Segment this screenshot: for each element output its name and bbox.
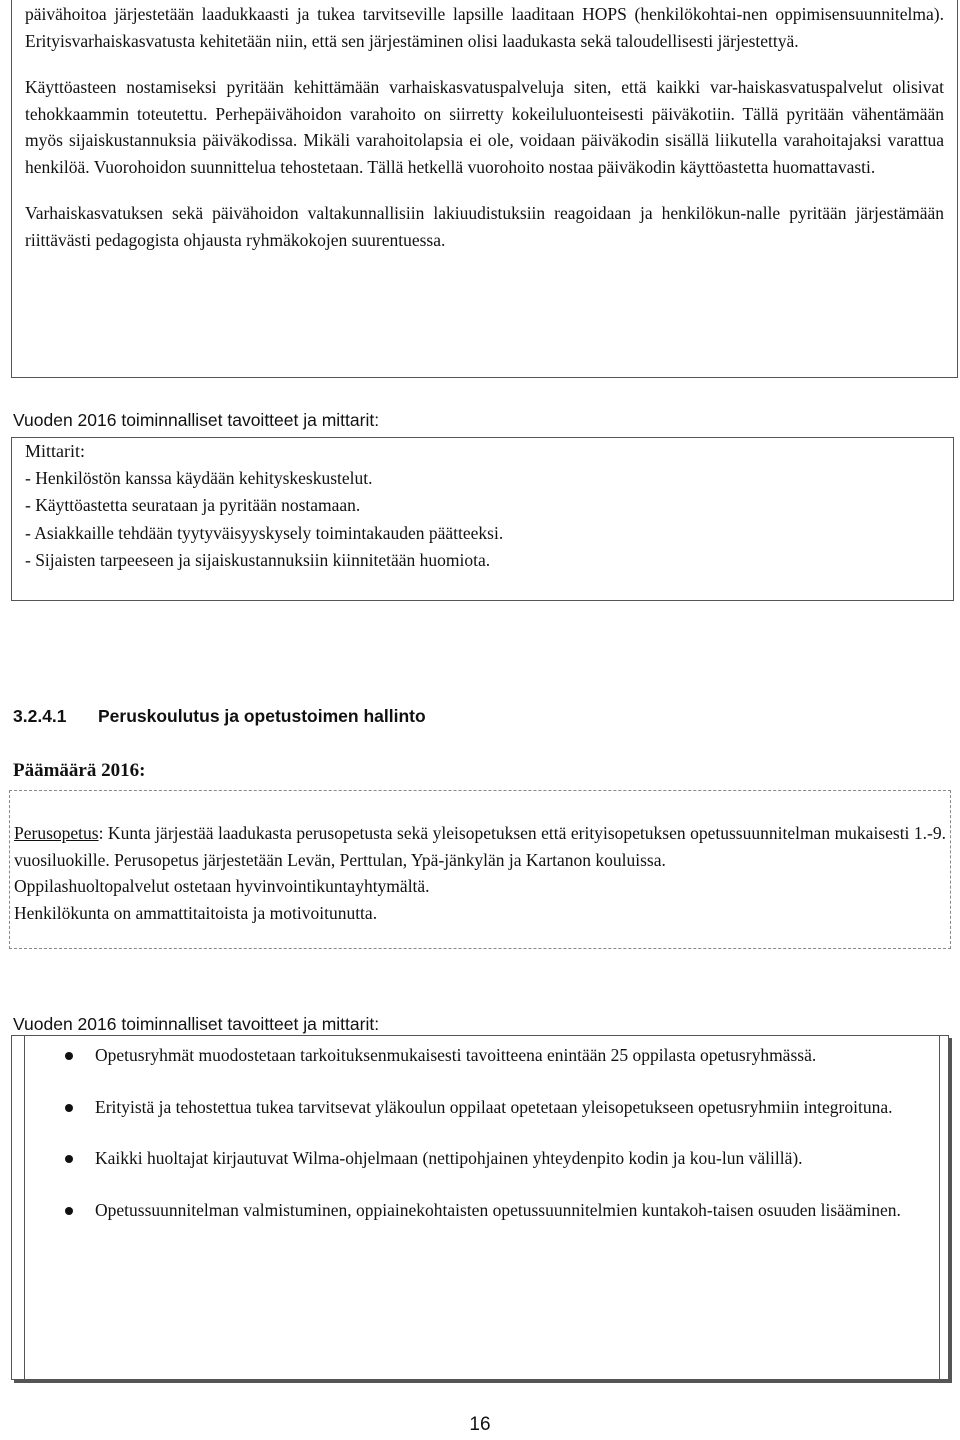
goal-item	[12, 1143, 948, 1174]
bullet-icon	[65, 1207, 73, 1215]
goals-box	[11, 1035, 949, 1380]
mittari-item: - Asiakkaille tehdään tyytyväisyyskysely toimintakauden päätteeksi.	[25, 522, 504, 543]
mittarit-label: Mittarit:	[25, 441, 85, 461]
perusopetus-text: : Kunta järjestää laadukasta perusopetusta sekä yleisopetuksen että erityisopetuksen opetussuunnitelman mukaisesti 1.-9. vuosiluokille. Perusopetus järjestetään Levän, Perttulan, Ypä-jänkylän ja Kartanon kouluissa.	[14, 823, 946, 870]
goal-item	[12, 1092, 948, 1123]
mittari-item: - Henkilöstön kanssa käydään kehityskeskustelut.	[25, 468, 373, 488]
goal-text: Kaikki huoltajat kirjautuvat Wilma-ohjelmaan (nettipohjainen yhteydenpito kodin ja kou-lun välillä).	[95, 1148, 803, 1168]
paamaara-line-3: Henkilökunta on ammattitaitoista ja motivoitunutta.	[14, 902, 378, 923]
mittari-item: - Sijaisten tarpeeseen ja sijaiskustannuksiin kiinnitetään huomiota.	[25, 549, 491, 570]
goal-item	[12, 1040, 948, 1071]
goal-item	[12, 1195, 948, 1226]
goal-text: Opetussuunnitelman valmistuminen, oppiainekohtaisten opetussuunnitelmien kuntakoh-taisen osuuden lisääminen.	[95, 1199, 901, 1220]
bullet-icon	[65, 1104, 73, 1112]
text-box-varhaiskasvatus	[11, 0, 958, 378]
section-title: Peruskoulutus ja opetustoimen hallinto	[98, 706, 426, 726]
bullet-icon	[65, 1052, 73, 1060]
paamaara-line-2: Oppilashuoltopalvelut ostetaan hyvinvointikuntayhtymältä.	[14, 876, 430, 896]
section-number: 3.2.4.1	[13, 706, 67, 726]
paamaara-paragraph	[14, 820, 946, 873]
bullet-icon	[65, 1155, 73, 1163]
goals-heading-2: Vuoden 2016 toiminnalliset tavoitteet ja mittarit:	[13, 1014, 380, 1034]
paamaara-heading: Päämäärä 2016:	[13, 760, 146, 781]
mittarit-box	[11, 437, 954, 601]
paragraph-1: päivähoitoa järjestetään laadukkaasti ja tukea tarvitseville lapsille laaditaan HOPS (henkilökohtai-nen oppimisensuunnitelma). Erityisvarhaiskasvatusta kehitetään niin, että sen järjestäminen olisi laadukasta sekä taloudellisesti järjestettyä.	[25, 4, 944, 51]
goals-heading-1: Vuoden 2016 toiminnalliset tavoitteet ja mittarit:	[13, 410, 380, 430]
paragraph-3: Varhaiskasvatuksen sekä päivähoidon valtakunnallisiin lakiuudistuksiin reagoidaan ja henkilökun-nalle pyritään järjestämään riittävästi pedagogista ohjausta ryhmäkokojen suurentuessa.	[25, 203, 944, 250]
paragraph-2: Käyttöasteen nostamiseksi pyritään kehittämään varhaiskasvatuspalveluja siten, että kaikki var-haiskasvatuspalvelut olisivat tehokkaammin toteutettu. Perhepäivähoidon varahoito on siirretty kokeiluluonteisesti päiväkotiin. Tällä pyritään vähentämään myös sijaiskustannuksia päiväkodissa. Mikäli varahoitolapsia ei ole, voidaan päiväkodin sisällä liikutella varahoitajaksi varattua henkilöä. Vuorohoidon suunnittelua tehostetaan. Tällä hetkellä vuorohoito nostaa päiväkodin käyttöastetta huomattavasti.	[25, 77, 944, 177]
goals-list	[12, 1040, 948, 1246]
page-number: 16	[469, 1414, 491, 1435]
goal-text: Erityistä ja tehostettua tukea tarvitsevat yläkoulun oppilaat opetetaan yleisopetukseen opetusryhmiin integroituna.	[95, 1096, 893, 1117]
mittari-item: - Käyttöastetta seurataan ja pyritään nostamaan.	[25, 495, 361, 516]
paamaara-box	[9, 790, 951, 949]
perusopetus-label: Perusopetus	[14, 823, 99, 843]
goal-text: Opetusryhmät muodostetaan tarkoituksenmukaisesti tavoitteena enintään 25 oppilasta opetusryhmässä.	[95, 1045, 817, 1065]
